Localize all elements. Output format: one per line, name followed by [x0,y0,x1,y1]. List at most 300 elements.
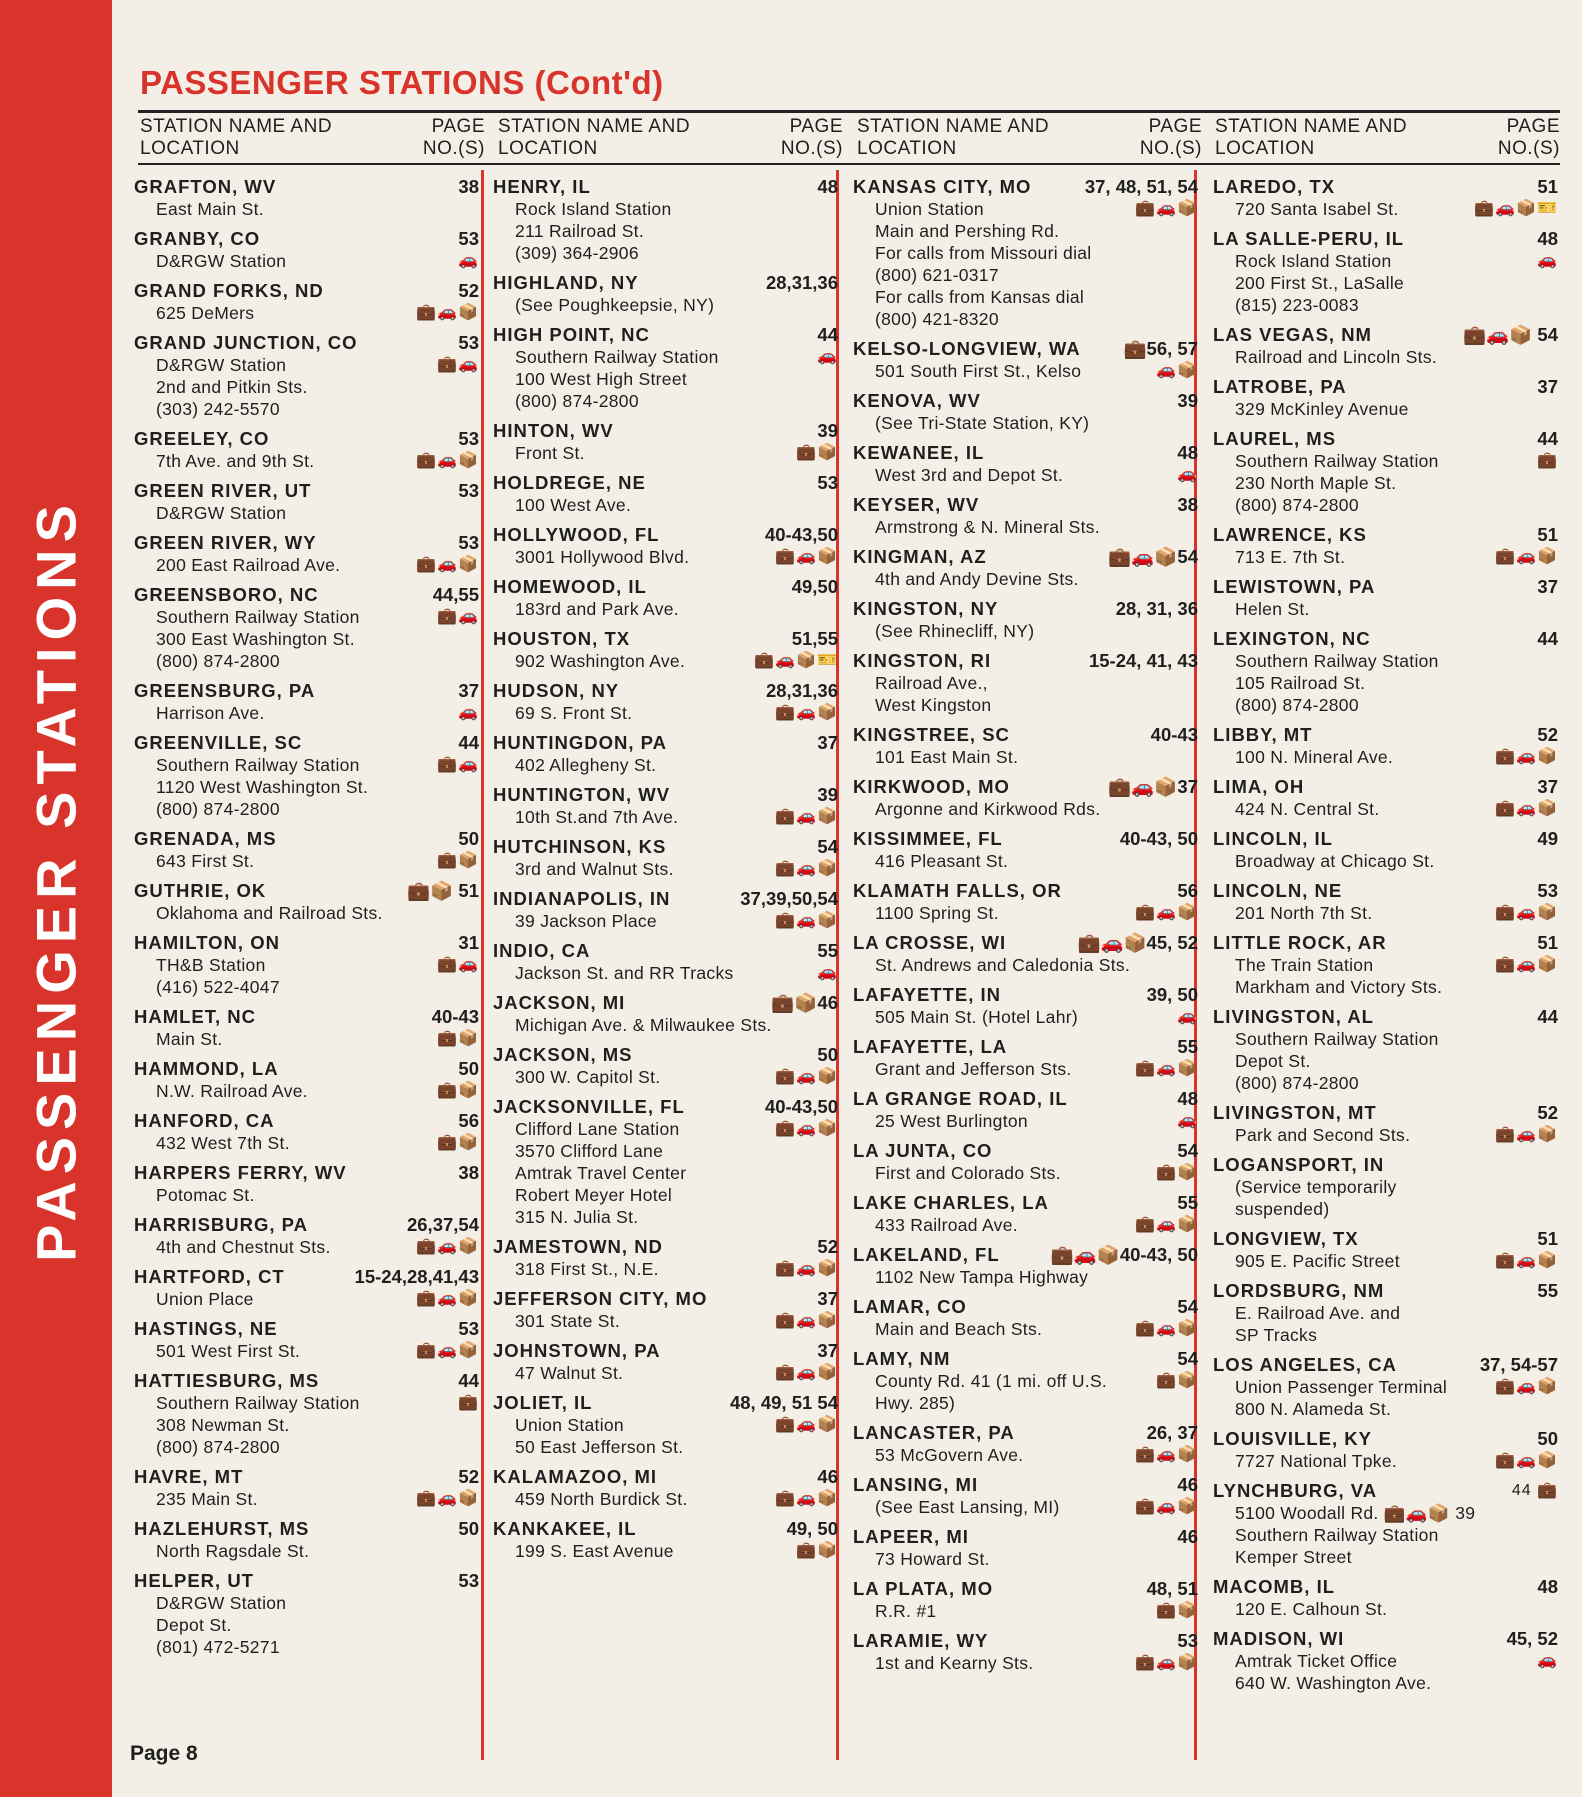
station-address-line: 713 E. 7th St. [1235,547,1346,567]
station-address-line: 230 North Maple St. [1235,473,1397,493]
header-name-line1: STATION NAME AND [498,116,691,137]
station-page-numbers: 40-43 [1150,724,1198,745]
station-address-line: 432 West 7th St. [156,1133,290,1153]
station-entry [493,1044,838,1088]
station-name: LONGVIEW, TX [1213,1228,1359,1249]
station-entry [1213,1480,1558,1568]
station-details [493,628,750,672]
station-pages-block [412,1318,479,1362]
station-address-line: Robert Meyer Hotel [515,1185,673,1205]
station-name: KALAMAZOO, MI [493,1466,658,1487]
header-name-line1: STATION NAME AND [857,116,1050,137]
station-page-numbers: 48 [1537,228,1558,249]
station-pages-block [1131,880,1198,924]
station-entry [134,1570,479,1658]
station-details [853,880,1131,924]
station-service-icons: 💼📦 [796,1542,838,1559]
station-entry [493,420,838,464]
station-pages-block [1131,1630,1198,1674]
station-address-line: 211 Railroad St. [515,221,644,241]
station-service-icons: 💼🚗📦 [775,548,838,565]
station-entry [134,680,479,724]
station-entry [1213,428,1558,516]
station-pages-block [412,532,479,576]
station-address-line: Depot St. [1235,1051,1311,1071]
station-service-icons: 💼🚗📦 [775,860,838,877]
station-pages-block [433,1110,479,1154]
station-entry [493,1518,838,1562]
station-address-line: Hwy. 285) [875,1393,956,1413]
station-details [853,1296,1131,1340]
station-name: JACKSON, MS [493,1044,633,1065]
station-pages-block [1491,1228,1558,1272]
station-address-line: (800) 874-2800 [1235,695,1359,715]
station-details [853,1422,1131,1466]
station-service-icons: 💼📦 [437,1134,479,1151]
station-service-icons: 💼📦 [1156,1372,1198,1389]
station-pages-block [351,1266,479,1310]
station-address-line: 100 West Ave. [515,495,632,515]
station-entry [493,1096,838,1228]
station-details [1213,932,1491,998]
station-pages-block [454,680,479,724]
station-details [134,880,403,924]
station-service-icons: 💼🚗📦 [1495,1378,1558,1395]
station-page-numbers: 53 [458,332,479,353]
station-entry [1213,228,1558,316]
station-name: LAKE CHARLES, LA [853,1192,1049,1213]
station-name: KINGSTREE, SC [853,724,1010,745]
station-service-icons: 💼🚗 [437,356,479,373]
station-details [134,228,454,272]
station-details [853,1244,1089,1288]
station-service-icons: 🚗 [458,252,479,269]
station-service-icons: 44 💼 [1511,1482,1558,1499]
station-pages-block [771,836,838,880]
station-service-icons: 💼🚗📦 [1135,904,1198,921]
station-page-numbers: 37 [817,732,838,753]
station-entry [853,1244,1198,1288]
station-address-line: 501 South First St., Kelso [875,361,1082,381]
station-pages-block [433,732,479,776]
station-pages-block [1476,1354,1558,1398]
station-service-icons: 💼🚗📦 [1135,1654,1198,1671]
station-details [134,1162,454,1206]
station-entry [493,272,838,316]
station-service-icons: 💼🚗 [437,756,479,773]
station-address-line: D&RGW Station [156,355,287,375]
station-address-line: North Ragsdale St. [156,1541,310,1561]
station-service-icons: 💼🚗 [437,608,479,625]
station-address-line: Grant and Jefferson Sts. [875,1059,1072,1079]
station-address-line: 25 West Burlington [875,1111,1028,1131]
station-page-numbers: 28, 31, 36 [1115,598,1198,619]
station-details [1213,1006,1533,1094]
station-address-line: 1100 Spring St. [875,903,999,923]
station-service-icons: 🚗 [458,704,479,721]
station-address-line: For calls from Kansas dial [875,287,1085,307]
station-name: LA CROSSE, WI [853,932,1007,953]
station-address-line: 1st and Kearny Sts. [875,1653,1034,1673]
station-details [493,576,788,620]
station-name: GRAFTON, WV [134,176,277,197]
station-page-numbers: 46 [1177,1526,1198,1547]
station-details [134,1370,454,1458]
station-page-numbers: 38 [458,176,479,197]
station-address-line: 416 Pleasant St. [875,851,1009,871]
station-entry [853,1140,1198,1184]
station-service-icons: 💼🚗📦 [775,1364,838,1381]
station-name: HINTON, WV [493,420,614,441]
station-page-numbers: 53 [458,480,479,501]
station-details [134,1518,454,1562]
station-details [853,650,1085,716]
station-pages-block [1491,524,1558,568]
station-address-line: Helen St. [1235,599,1310,619]
station-page-numbers: 44 [1537,628,1558,649]
station-address-line: Potomac St. [156,1185,255,1205]
station-name: KINGSTON, RI [853,650,992,671]
station-address-line: 10th St.and 7th Ave. [515,807,679,827]
station-entry [853,1578,1198,1622]
station-page-numbers: 💼🚗📦54 [1108,546,1198,567]
station-page-numbers: 49,50 [791,576,838,597]
station-entry [853,828,1198,872]
station-page-numbers: 💼🚗📦37 [1108,776,1198,797]
station-pages-block [813,732,838,754]
station-entry [1213,176,1558,220]
station-pages-block [1533,1006,1558,1028]
station-pages-block [433,1058,479,1102]
station-details [493,732,813,776]
station-address-line: Southern Railway Station [1235,451,1439,471]
station-entry [1213,1428,1558,1472]
station-pages-block [761,1096,838,1140]
station-pages-block [783,1518,838,1562]
station-address-line: N.W. Railroad Ave. [156,1081,308,1101]
station-entry [493,992,838,1036]
station-entry [1213,828,1558,872]
station-address-line: 47 Walnut St. [515,1363,624,1383]
station-pages-block [1147,724,1198,746]
station-pages-block [771,1288,838,1332]
station-entry [134,584,479,672]
station-pages-block [750,628,838,672]
station-name: HAZLEHURST, MS [134,1518,310,1539]
station-name: HOLDREGE, NE [493,472,646,493]
station-entry [493,524,838,568]
station-pages-block [1491,1428,1558,1472]
station-column-3 [853,176,1198,1682]
station-pages-block [1104,546,1198,568]
station-entry [1213,1354,1558,1420]
station-service-icons: 💼🚗📦 [416,1238,479,1255]
station-pages-block [412,1466,479,1510]
station-address-line: 1102 New Tampa Highway [875,1267,1089,1287]
station-name: HASTINGS, NE [134,1318,278,1339]
station-name: JOHNSTOWN, PA [493,1340,661,1361]
station-name: LYNCHBURG, VA [1213,1480,1378,1501]
station-address-line: (800) 421-8320 [875,309,999,329]
station-entry [134,532,479,576]
station-page-numbers: 37 [1537,376,1558,397]
station-entry [853,880,1198,924]
station-page-numbers: 52 [817,1236,838,1257]
station-address-line: (800) 874-2800 [156,799,280,819]
station-entry [1213,1154,1558,1220]
station-service-icons: 💼🚗📦 [416,452,479,469]
station-details [134,1266,351,1310]
station-address-line: (800) 621-0317 [875,265,999,285]
station-pages-block [1131,1192,1198,1236]
station-address-line: 402 Allegheny St. [515,755,657,775]
station-address-line: 235 Main St. [156,1489,258,1509]
station-pages-block [1508,1480,1558,1502]
station-details [1213,724,1491,768]
station-pages-block [1533,376,1558,398]
station-address-line: SP Tracks [1235,1325,1318,1345]
station-details [1213,524,1491,568]
station-pages-block [1491,776,1558,820]
station-page-numbers: 53 [458,1318,479,1339]
station-service-icons: 💼📦 [437,1030,479,1047]
station-name: KANKAKEE, IL [493,1518,637,1539]
station-service-icons: 💼🚗📦 [1495,904,1558,921]
station-details [853,1036,1131,1080]
station-address-line: (Service temporarily [1235,1177,1397,1197]
station-service-icons: 💼🚗📦 [416,304,479,321]
station-entry [853,442,1198,486]
station-pages-block [1131,1474,1198,1518]
station-name: LORDSBURG, NM [1213,1280,1385,1301]
station-entry [1213,1102,1558,1146]
station-name: GREENSBORO, NC [134,584,319,605]
station-page-numbers: 51,55 [791,628,838,649]
station-entry [1213,324,1558,368]
station-entry [1213,576,1558,620]
station-address-line: Front St. [515,443,585,463]
station-address-line: 433 Railroad Ave. [875,1215,1018,1235]
station-page-numbers: 56 [1177,880,1198,901]
station-address-line: 318 First St., N.E. [515,1259,659,1279]
station-name: GREEN RIVER, UT [134,480,312,501]
station-name: LATROBE, PA [1213,376,1347,397]
station-pages-block [771,1236,838,1280]
station-page-numbers: 53 [458,1570,479,1591]
station-service-icons: 💼📦 [1156,1164,1198,1181]
station-details [1213,1154,1554,1220]
station-service-icons: 💼🚗📦 [1135,200,1198,217]
station-address-line: 100 West High Street [515,369,688,389]
station-address-line: (See East Lansing, MI) [875,1497,1060,1517]
station-entry [1213,1228,1558,1272]
station-details [1213,1354,1476,1420]
header-rule-bottom [138,163,1560,165]
station-page-numbers: 37 [817,1288,838,1309]
station-entry [134,480,479,524]
station-name: JACKSON, MI [493,992,626,1013]
header-page-line1: PAGE [789,116,843,137]
station-entry [134,1162,479,1206]
station-address-line: D&RGW Station [156,1593,287,1613]
station-name: GRAND JUNCTION, CO [134,332,358,353]
station-address-line: Southern Railway Station [1235,651,1439,671]
station-page-numbers: 53 [458,532,479,553]
station-details [134,584,429,672]
station-page-numbers: 38 [458,1162,479,1183]
station-service-icons: 💼🚗📦 [1495,1452,1558,1469]
station-entry [493,1392,838,1458]
station-pages-block [813,472,838,494]
station-service-icons: 💼🚗📦🎫 [1474,200,1558,217]
station-column-1 [134,176,479,1666]
station-name: HUNTINGDON, PA [493,732,667,753]
station-address-line: Main and Pershing Rd. [875,221,1060,241]
station-details [134,280,412,324]
station-page-numbers: 53 [817,472,838,493]
header-name-line2: LOCATION [1215,138,1315,159]
header-name-line2: LOCATION [857,138,957,159]
station-service-icons: 🚗 [1177,1008,1198,1025]
station-pages-block [792,420,838,464]
station-service-icons: 🚗📦 [1156,362,1198,379]
station-pages-block [1112,598,1198,620]
station-service-icons: 💼🚗📦 [416,556,479,573]
column-divider [481,170,484,1760]
station-address-line: 4th and Chestnut Sts. [156,1237,331,1257]
station-page-numbers: 49 [1537,828,1558,849]
station-details [493,1518,783,1562]
station-address-line: (See Poughkeepsie, NY) [515,295,715,315]
station-address-line: Armstrong & N. Mineral Sts. [875,517,1100,537]
station-name: INDIO, CA [493,940,591,961]
station-details [853,390,1173,434]
station-pages-block [454,176,479,198]
station-entry [853,546,1198,590]
station-service-icons: 💼🚗📦 [416,1490,479,1507]
station-address-line: Amtrak Travel Center [515,1163,687,1183]
station-entry [134,1006,479,1050]
station-address-line: Main St. [156,1029,223,1049]
station-page-numbers: 54 [1177,1140,1198,1161]
station-service-icons: 💼🚗📦 [1495,800,1558,817]
station-details [493,420,792,464]
station-service-icons: 💼🚗📦 [775,1260,838,1277]
station-address-line: Harrison Ave. [156,703,265,723]
station-name: LEXINGTON, NC [1213,628,1371,649]
station-page-numbers: 💼📦46 [771,992,838,1013]
station-address-line: 7727 National Tpke. [1235,1451,1398,1471]
station-details [1213,1628,1503,1694]
station-address-line: Jackson St. and RR Tracks [515,963,734,983]
station-address-line: Union Station [515,1415,624,1435]
station-pages-block [1047,1244,1198,1266]
station-entry [493,1288,838,1332]
station-page-numbers: 44,55 [432,584,479,605]
station-address-line: First and Colorado Sts. [875,1163,1061,1183]
station-entry [1213,880,1558,924]
station-name: HIGH POINT, NC [493,324,650,345]
station-pages-block [403,1214,479,1258]
station-name: LARAMIE, WY [853,1630,989,1651]
station-address-line: Markham and Victory Sts. [1235,977,1443,997]
station-page-numbers: 39, 50 [1146,984,1198,1005]
station-address-line: Rock Island Station [515,199,672,219]
station-page-numbers: 53 [1537,880,1558,901]
station-address-line: Southern Railway Station [156,607,360,627]
station-details [134,680,454,724]
station-entry [134,1318,479,1362]
station-details [134,332,433,420]
station-name: LOS ANGELES, CA [1213,1354,1397,1375]
station-service-icons: 🚗 [817,964,838,981]
station-details [1213,1228,1491,1272]
station-page-numbers: 31 [458,932,479,953]
station-address-line: Southern Railway Station [1235,1525,1439,1545]
station-entry [134,176,479,220]
station-address-line: The Train Station [1235,955,1374,975]
station-name: HARTFORD, CT [134,1266,285,1287]
station-name: KLAMATH FALLS, OR [853,880,1062,901]
station-address-line: 53 McGovern Ave. [875,1445,1024,1465]
station-details [1213,1428,1491,1472]
station-page-numbers: 39 [817,420,838,441]
station-pages-block [1173,442,1198,486]
station-address-line: 200 East Railroad Ave. [156,555,341,575]
station-details [493,836,771,880]
header-page-line1: PAGE [1148,116,1202,137]
station-name: LANSING, MI [853,1474,979,1495]
station-page-numbers: 50 [458,828,479,849]
station-entry [493,784,838,828]
station-entry [853,1296,1198,1340]
station-address-line: 308 Newman St. [156,1415,290,1435]
station-pages-block [428,1006,479,1050]
station-pages-block [736,888,838,932]
station-pages-block [1173,494,1198,516]
station-entry [853,1192,1198,1236]
station-name: HOMEWOOD, IL [493,576,647,597]
station-address-line: 1120 West Washington St. [156,777,369,797]
station-page-numbers: 44 [1537,1006,1558,1027]
station-details [134,828,433,872]
station-page-numbers: 46 [1177,1474,1198,1495]
station-address-line: Southern Railway Station [156,755,360,775]
station-page-numbers: 56 [458,1110,479,1131]
station-address-line: R.R. #1 [875,1601,937,1621]
station-page-numbers: 51 [1537,1228,1558,1249]
station-page-numbers: 48 [1537,1576,1558,1597]
station-address-line: Oklahoma and Railroad Sts. [156,903,383,923]
header-page-line1: PAGE [1506,116,1560,137]
header-name-line2: LOCATION [140,138,240,159]
station-details [853,932,1131,976]
station-service-icons: 💼📦 [1156,1602,1198,1619]
station-details [853,598,1112,642]
station-pages-block [454,228,479,272]
station-name: HARRISBURG, PA [134,1214,308,1235]
station-page-numbers: 49, 50 [786,1518,838,1539]
station-details [493,1392,726,1458]
station-pages-block [767,992,838,1014]
station-page-numbers: 💼📦 51 [407,880,479,901]
station-name: JACKSONVILLE, FL [493,1096,685,1117]
station-entry [134,1370,479,1458]
station-service-icons: 💼🚗📦 [416,1342,479,1359]
station-address-line: 101 East Main St. [875,747,1019,767]
station-name: GREEN RIVER, WY [134,532,317,553]
station-name: LA JUNTA, CO [853,1140,993,1161]
